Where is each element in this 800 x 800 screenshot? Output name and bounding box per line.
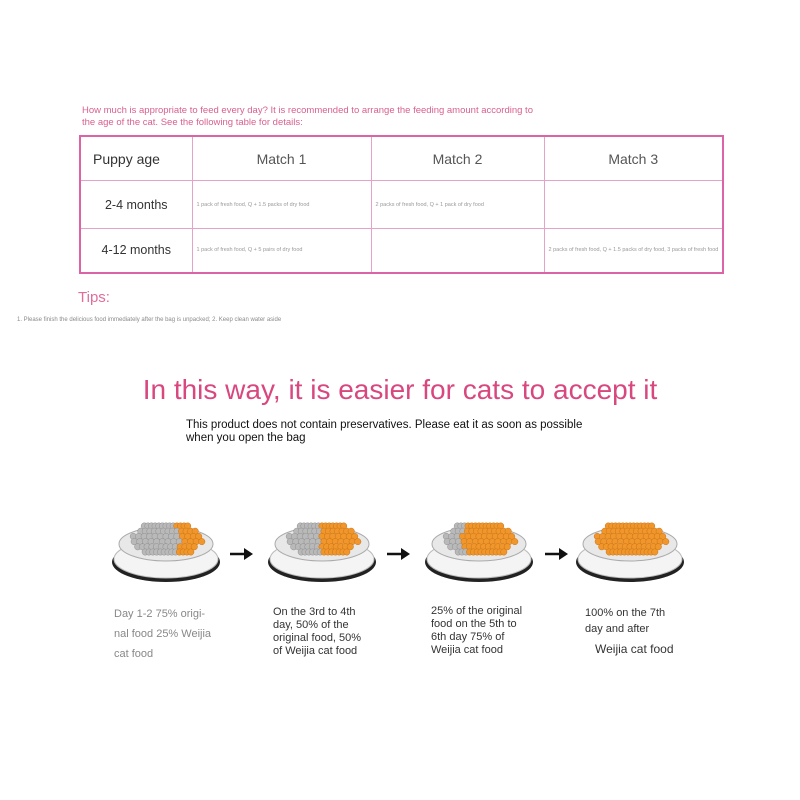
- header-match-3: Match 3: [544, 136, 723, 181]
- step-text-line: Weijia cat food: [431, 644, 503, 656]
- step-text-line: nal food 25% Weijia: [114, 628, 212, 640]
- step-text-line: On the 3rd to 4th: [273, 606, 356, 618]
- arrow-right-icon: [544, 546, 570, 562]
- arrow-right-icon: [229, 546, 255, 562]
- intro-text: [82, 105, 602, 129]
- table-cell: 1 pack of fresh food, Q + 5 pairs of dry food: [192, 229, 371, 273]
- step-text-line: day and after: [585, 623, 650, 635]
- step-text-line: 6th day 75% of: [431, 631, 505, 643]
- step-text-line: 25% of the original: [431, 605, 523, 617]
- header-match-1: Match 1: [192, 136, 371, 181]
- bowl-icon-step-4: [574, 510, 686, 585]
- intro-line-2: the age of the cat. See the following table for details:: [82, 117, 303, 128]
- step-text-line: original food, 50%: [273, 632, 362, 644]
- step-text-line: Day 1-2 75% origi-: [114, 608, 206, 620]
- bowl-icon-step-3: [423, 510, 535, 585]
- table-header-row: [80, 136, 723, 181]
- feeding-table: [79, 135, 724, 274]
- header-puppy-age: Puppy age: [80, 136, 192, 181]
- table-row: [80, 181, 723, 229]
- step-2-text: [273, 606, 361, 658]
- table-cell: 2 packs of fresh food, Q + 1.5 packs of dry food, 3 packs of fresh food: [544, 229, 723, 273]
- table-row: [80, 229, 723, 273]
- step-text-line: food on the 5th to: [431, 618, 517, 630]
- step-text-line: of Weijia cat food: [273, 645, 358, 657]
- step-text-line: day, 50% of the: [273, 619, 349, 631]
- intro-line-1: How much is appropriate to feed every day? It is recommended to arrange the feeding amount according to: [82, 105, 533, 116]
- tips-title: Tips:: [78, 289, 110, 306]
- headline: In this way, it is easier for cats to accept it: [142, 374, 658, 405]
- step-text-line: Weijia cat food: [595, 642, 674, 656]
- tips-text: 1. Please finish the delicious food immediately after the bag is unpacked; 2. Keep clean water aside: [17, 317, 282, 323]
- header-match-2: Match 2: [371, 136, 544, 181]
- step-1-text: [114, 604, 211, 664]
- step-4-text: [585, 607, 674, 656]
- subline-line-2: when you open the bag: [186, 432, 306, 444]
- table-cell: [371, 229, 544, 273]
- arrow-right-icon: [386, 546, 412, 562]
- subline-line-1: This product does not contain preservatives. Please eat it as soon as possible: [186, 419, 583, 431]
- bowl-icon-step-1: [110, 510, 222, 585]
- step-text-line: 100% on the 7th: [585, 607, 666, 619]
- bowl-icon-step-2: [266, 510, 378, 585]
- step-text-line: cat food: [114, 648, 154, 660]
- table-cell: 2 packs of fresh food, Q + 1 pack of dry food: [371, 181, 544, 229]
- table-cell: [544, 181, 723, 229]
- table-cell: 1 pack of fresh food, Q + 1.5 packs of dry food: [192, 181, 371, 229]
- subline: [186, 419, 626, 445]
- row-age: 2-4 months: [80, 181, 192, 229]
- row-age: 4-12 months: [80, 229, 192, 273]
- step-3-text: [431, 605, 522, 657]
